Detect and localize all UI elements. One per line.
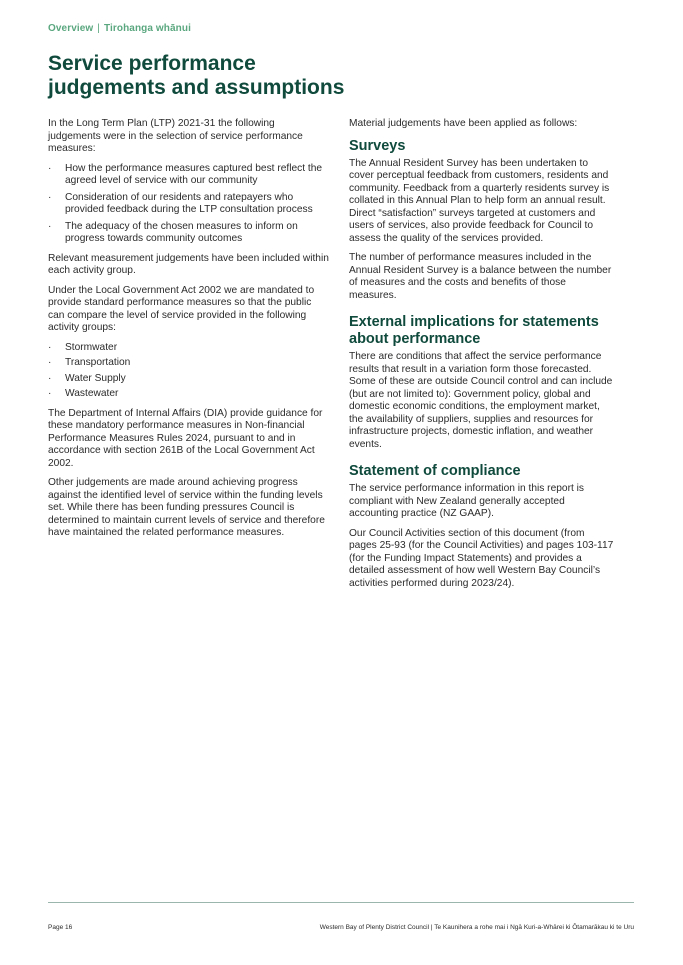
judgement-list <box>48 163 330 246</box>
list-item: · Consideration of our residents and ratepayers who provided feedback during the LTP consultation process <box>48 191 313 215</box>
relevant-paragraph: Relevant measurement judgements have been included within each activity group. <box>48 252 329 276</box>
bullet-icon: · <box>48 341 52 353</box>
footer-organisation: Western Bay of Plenty District Council | Te Kaunihera a rohe mai i Ngā Kuri-a-Whārei ki Ōtamarākau ki te Uru <box>319 924 634 931</box>
list-item: · Wastewater <box>48 388 119 399</box>
list-item: · Transportation <box>48 357 131 368</box>
intro-paragraph: In the Long Term Plan (LTP) 2021-31 the following judgements were in the selection of service performance measures: <box>48 118 303 154</box>
compliance-paragraph-1: The service performance information in this report is compliant with New Zealand generally accepted accounting practice (NZ GAAP). <box>349 483 584 519</box>
compliance-paragraph-2: Our Council Activities section of this document (from pages 25-93 (for the Council Activities) and pages 103-117 (for the Funding Impact Statements) and provides a detailed assessment of how well Western Bay Council’s activities performed during 2023/24). <box>349 527 614 589</box>
surveys-paragraph-2: The number of performance measures included in the Annual Resident Survey is a balance between the number of measures and the costs and benefits of those measures. <box>349 252 612 301</box>
breadcrumb <box>48 23 191 34</box>
list-item: · Stormwater <box>48 341 118 353</box>
external-implications-paragraph: There are conditions that affect the service performance results that result in a variation form those forecasted. Some of these are outside Council control and can include (but are not limited to): Government policy, global and domestic economic conditions, the employment market, the availability of suppliers, supplies and resources for infrastructure projects, domestic inflation, and weather events. <box>349 351 613 450</box>
bullet-icon: · <box>48 162 52 174</box>
list-item: · The adequacy of the chosen measures to inform on progress towards community outcomes <box>48 220 298 244</box>
breadcrumb-section-maori[interactable]: Tirohanga whānui <box>103 23 191 34</box>
bullet-icon: · <box>48 220 52 232</box>
compliance-heading: Statement of compliance <box>349 463 521 479</box>
bullet-icon: · <box>48 388 52 399</box>
breadcrumb-separator: | <box>97 23 100 34</box>
bullet-icon: · <box>48 191 52 203</box>
right-column <box>349 118 615 597</box>
activity-group-list <box>48 342 330 401</box>
other-judgements-paragraph: Other judgements are made around achieving progress against the identified level of service within the funding levels set. While there has been funding pressures Council is determined to maintain current levels of service and therefore have maintained the related performance measures. <box>48 477 325 538</box>
bullet-icon: · <box>48 357 52 368</box>
page-title: Service performance judgements and assumptions <box>48 52 345 99</box>
material-judgements-intro: Material judgements have been applied as follows: <box>349 118 578 129</box>
page-number: Page 16 <box>48 924 73 931</box>
breadcrumb-section[interactable]: Overview <box>48 23 94 34</box>
list-item: · Water Supply <box>48 372 126 384</box>
list-item: · How the performance measures captured best reflect the agreed level of service with our community <box>48 162 323 186</box>
lga-paragraph: Under the Local Government Act 2002 we are mandated to provide standard performance measures so that the public can compare the level of service provided in the following activity groups: <box>48 284 315 333</box>
dia-paragraph: The Department of Internal Affairs (DIA) provide guidance for these mandatory performance measures in Non-financial Performance Measures Rules 2024, pursuant to and in accordance with section 261B of the Local Government Act 2002. <box>48 407 323 469</box>
surveys-paragraph-1: The Annual Resident Survey has been undertaken to cover perceptual feedback from customers, residents and community. Feedback from a quarterly residents survey is collated in this Annual Plan to help form an annual result. Direct “satisfaction” surveys targeted at customers and users of services, also provide feedback for Council to assess the quality of the services provided. <box>349 157 610 244</box>
surveys-heading: Surveys <box>349 137 406 154</box>
footer-divider <box>48 902 634 903</box>
bullet-icon: · <box>48 372 52 384</box>
external-implications-heading: External implications for statements about performance <box>349 314 599 347</box>
left-column <box>48 118 330 547</box>
